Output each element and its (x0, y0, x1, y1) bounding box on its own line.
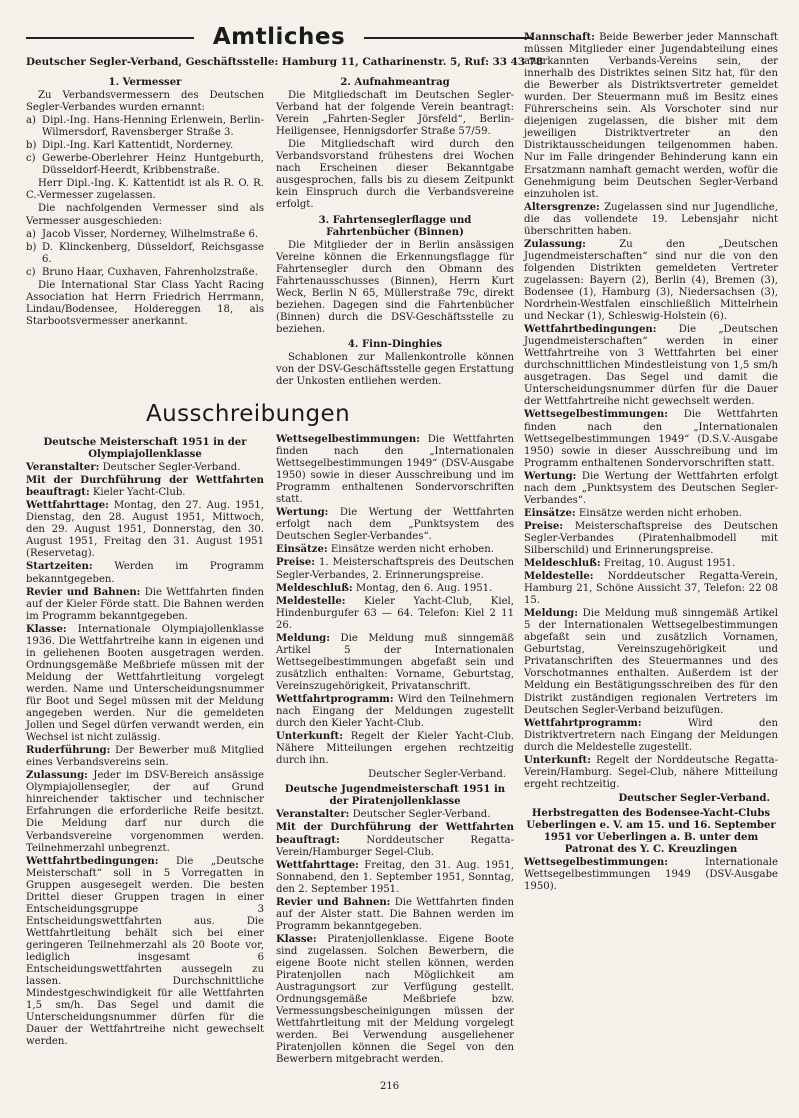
col3-ausschreibungen (524, 32, 778, 894)
entry: Klasse: Internationale Olympiajollenklasse 1936. Die Wettfahrtreihe kann in eigenen und in geliehenen Booten ausgetragen werden. Ordnungsgemäße Meßbriefe müssen mit der Meldung der Wettfahrtleitung vorgelegt werden. Name und Unterscheidungsnummer für Boot und Segel müssen mit der Meldung angegeben werden. Nur die gemeldeten Jollen und Segel dürfen verwandt werden, ein Wechsel ist nicht zulässig. (26, 623, 264, 744)
entry: Wettfahrttage: Montag, den 27. Aug. 1951, Dienstag, den 28. August 1951, Mittwoch, den 29. August 1951, Donnerstag, den 30. August 1951, Freitag den 31. August 1951 (Reservetag). (26, 500, 264, 560)
appointed-list (26, 115, 264, 177)
entry: Klasse: Piratenjollenklasse. Eigene Boote sind zugelassen. Solchen Bewerbern, die eigene Boote nicht stellen können, werden Piratenjollen nach Möglichkeit am Austragungsort zur Verfügung gestellt. Ordnungsgemäße Meßbriefe bzw. Vermessungsbescheinigungen müssen der Wettfahrtleitung mit der Meldung vorgelegt werden. Bei Verwendung ausgeliehener Piratenjollen können die Segel von den Bewerbern mitgebracht werden. (276, 933, 514, 1066)
entry: Zulassung: Zu den „Deutschen Jugendmeisterschaften“ sind nur die von den folgenden Distrikten gemeldeten Vertreter zugelassen: Bayern (2), Berlin (4), Bremen (3), Bodensee (1), Hamburg (3), Niedersachsen (3), Nordrhein-Westfalen einschließlich Mittelrhein und Neckar (1), Schleswig-Holstein (6). (524, 238, 778, 323)
signature-dm: Deutscher Segler-Verband. (368, 769, 506, 781)
list-item: b) Dipl.-Ing. Karl Kattentidt, Norderney. (26, 140, 234, 152)
entry: Veranstalter: Deutscher Segler-Verband. (26, 462, 241, 474)
section-title-amtliches: Amtliches (212, 24, 346, 50)
star-class-note: Die International Star Class Yacht Racing Association hat Herrn Friedrich Herrmann, Lindau/Bodensee, Holdereggen 18, als Starbootsvermesser anerkannt. (26, 279, 264, 327)
col2-amtliches (276, 74, 514, 389)
heading-aufnahme: 2. Aufnahmeantrag (340, 77, 450, 88)
entry: Wettfahrtprogramm: Wird den Teilnehmern nach Eingang der Meldungen zugestellt durch den Kieler Yacht-Club. (276, 693, 514, 730)
entry: Meldung: Die Meldung muß sinngemäß Artikel 5 der Internationalen Wettsegelbestimmungen abgefaßt sein und zusätzlich enthalten: Vorname, Geburtstag, Vereinszugehörigkeit, Privatanschrift. (276, 632, 514, 692)
entry: Mit der Durchführung der Wettfahrten beauftragt: Kieler Yacht-Club. (26, 475, 264, 499)
entry: Meldestelle: Norddeutscher Regatta-Verein, Hamburg 21, Schöne Aussicht 37, Telefon: 22 08 15. (524, 571, 778, 607)
retired-intro: Die nachfolgenden Vermesser sind als Vermesser ausgeschieden: (26, 203, 264, 227)
list-item: c) Bruno Haar, Cuxhaven, Fahrenholzstraße. (26, 266, 258, 278)
heading-flagge: 3. Fahrtenseglerflagge und Fahrtenbücher (Binnen) (318, 214, 472, 238)
heading-jugend: Deutsche Jugendmeisterschaft 1951 in der Piratenjollenklasse (284, 784, 506, 808)
entry: Preise: Meisterschaftspreise des Deutschen Segler-Verbandes (Piratenhalbmodell mit Silberschild) und Erinnerungspreise. (524, 520, 778, 556)
entry: Ruderführung: Der Bewerber muß Mitglied eines Verbandsvereins sein. (26, 745, 264, 769)
page-number: 216 (380, 1081, 400, 1092)
list-item: b) D. Klinckenberg, Düsseldorf, Reichsgasse 6. (26, 241, 264, 265)
col1-dm-olympia (26, 434, 264, 1049)
vermesser-intro: Zu Verbandsvermessern des Deutschen Segler-Verbandes wurden ernannt: (26, 90, 264, 114)
section-title-ausschreibungen: Ausschreibungen (146, 401, 351, 427)
entry: Meldeschluß: Freitag, 10. August 1951. (524, 558, 736, 570)
entry: Mit der Durchführung der Wettfahrten beauftragt: Norddeutscher Regatta-Verein/Hamburger Segel-Club. (276, 822, 514, 858)
entry: Wettsegelbestimmungen: Internationale Wettsegelbestimmungen 1949 (DSV-Ausgabe 1950). (524, 857, 778, 893)
entry: Revier und Bahnen: Die Wettfahrten finden auf der Kieler Förde statt. Die Bahnen werden im Programm bekanntgegeben. (26, 586, 264, 622)
heading-dm-olympia: Deutsche Meisterschaft 1951 in der Olympiajollenklasse (43, 437, 247, 461)
retired-list (26, 229, 264, 279)
entry: Wertung: Die Wertung der Wettfahrten erfolgt nach dem „Punktsystem des Deutschen Segler-Verbandes“. (276, 507, 514, 543)
entry: Meldestelle: Kieler Yacht-Club, Kiel, Hindenburgufer 63 — 64. Telefon: Kiel 2 11 26. (276, 595, 514, 631)
aufnahme-text2: Die Mitgliedschaft wird durch den Verbandsvorstand frühestens drei Wochen nach Erscheinen dieser Bekanntgabe ausgesprochen, falls bis zu diesem Zeitpunkt kein Einspruch durch die Verbandsvereine erfolgt. (276, 139, 514, 211)
list-item: a) Dipl.-Ing. Hans-Henning Erlenwein, Berlin-Wilmersdorf, Ravensberger Straße 3. (26, 115, 264, 139)
heading-bodensee: Herbstregatten des Bodensee-Yacht-Clubs Ueberlingen e. V. am 15. und 16. September 1951 vor Ueberlingen a. B. unter dem Patronat des Y. C. Kreuzlingen (526, 807, 776, 856)
org-line: Deutscher Segler-Verband, Geschäftsstelle: Hamburg 11, Catharinenstr. 5, Ruf: 33 43 78 (26, 56, 544, 68)
entry: Unterkunft: Regelt der Kieler Yacht-Club. Nähere Mitteilungen ergehen rechtzeitig durch ihn. (276, 731, 514, 767)
entry: Wertung: Die Wertung der Wettfahrten erfolgt nach dem „Punktsystem des Deutschen Segler-Verbandes“. (524, 470, 778, 506)
entry: Zulassung: Jeder im DSV-Bereich ansässige Olympiajollensegler, der auf Grund hinreichender taktischer und technischer Erfahrungen die erforderliche Reife besitzt. Die Meldung darf nur durch die Verbandsvereine vorgenommen werden. Teilnehmerzahl unbegrenzt. (26, 770, 264, 854)
entry: Einsätze: Einsätze werden nicht erhoben. (524, 507, 742, 519)
aufnahme-text1: Die Mitgliedschaft im Deutschen Segler-Verband hat der folgende Verein beantragt: Verein „Fahrten-Segler Jörsfeld“, Berlin-Heiligensee, Hennigsdorfer Straße 57/59. (276, 90, 514, 138)
entry: Einsätze: Einsätze werden nicht erhoben. (276, 544, 494, 556)
col1-amtliches (26, 74, 264, 329)
entry: Wettfahrtbedingungen: Die „Deutsche Meisterschaft“ soll in 5 Vorregatten in Gruppen ausgesegelt werden. Die besten Drittel dieser Gruppen tragen in einer Entscheidungsgruppe 3 Entscheidungswettfahrten aus. Die Wettfahrtleitung behält sich bei einer geringeren Teilnehmerzahl als 20 Boote vor, lediglich insgesamt 6 Entscheidungswettfahrten aussegeln zu lassen. Durchschnittliche Mindestgeschwindigkeit für alle Wettfahrten 1,5 sm/h. Das Segel und damit die Unterscheidungsnummer dürfen für die Dauer der Wettfahrtreihe nicht gewechselt werden. (26, 855, 264, 1048)
entry: Mannschaft: Beide Bewerber jeder Mannschaft müssen Mitglieder einer Jugendabteilung eines anerkannten Verbands-Vereins sein, der innerhalb des Distriktes seinen Sitz hat, für den die Bewerber als Distriktsvertreter gemeldet wurden. Der Steuermann muß im Besitz eines Führerscheins sein. Als Vorschoter sind nur diejenigen zugelassen, die bisher mit dem jeweiligen Distriktvertreter an den Distriktausscheidungen teilgenommen haben. Nur im Falle dringender Behinderung kann ein Ersatzmann namhaft gemacht werden, wofür die Genehmigung beim Deutschen Segler-Verband einzuholen ist. (524, 32, 778, 200)
entry: Revier und Bahnen: Die Wettfahrten finden auf der Alster statt. Die Bahnen werden im Programm bekanntgegeben. (276, 896, 514, 932)
signature-jugend: Deutscher Segler-Verband. (618, 792, 770, 804)
entry: Meldung: Die Meldung muß sinngemäß Artikel 5 der Internationalen Wettsegelbestimmungen abgefaßt sein und zusätzlich Vornamen, Geburtstag, Vereinszugehörigkeit und Privatanschriften des Steuermannes und des Vorschotmannes enthalten. Außerdem ist der Meldung ein Bestätigungsschreiben des für den Distrikt zuständigen regionalen Vertreters im Deutschen Segler-Verband beizufügen. (524, 608, 778, 716)
list-item: c) Gewerbe-Oberlehrer Heinz Huntgeburth, Düsseldorf-Heerdt, Kribbenstraße. (26, 153, 264, 177)
heading-vermesser: 1. Vermesser (108, 77, 182, 88)
entry: Veranstalter: Deutscher Segler-Verband. (276, 809, 491, 821)
list-item: a) Jacob Visser, Norderney, Wilhelmstraße 6. (26, 228, 259, 240)
entry: Wettsegelbestimmungen: Die Wettfahrten finden nach den „Internationalen Wettsegelbestimmungen 1949“ (DSV-Ausgabe 1950) sowie in dieser Ausschreibung und im Programm enthaltenen Sondervorschriften statt. (276, 434, 514, 506)
entry: Wettfahrtbedingungen: Die „Deutschen Jugendmeisterschaften“ werden in einer Wettfahrtreihe von 3 Wettfahrten bei einer durchschnittlichen Mindestleistung von 1,5 sm/h ausgetragen. Das Segel und damit die Unterscheidungsnummer dürfen für die Dauer der Wettfahrtreihe nicht gewechselt werden. (524, 324, 778, 408)
entry: Wettfahrtprogramm: Wird den Distriktvertretern nach Eingang der Meldungen durch die Meldestelle zugestellt. (524, 717, 778, 753)
entry: Preise: 1. Meisterschaftspreis des Deutschen Segler-Verbandes, 2. Erinnerungspreise. (276, 557, 514, 581)
entry: Altersgrenze: Zugelassen sind nur Jugendliche, die das vollendete 19. Lebensjahr nicht überschritten haben. (524, 201, 778, 237)
heading-finn: 4. Finn-Dinghies (347, 338, 443, 350)
flagge-text: Die Mitglieder der in Berlin ansässigen Vereine können die Erkennungsflagge für Fahrtensegler durch den Obmann des Fahrtenausschusses (Binnen), Herrn Kurt Weck, Berlin N 65, Müllerstraße 79c, direkt beziehen. Dagegen sind die Fahrtenbücher (Binnen) durch die DSV-Geschäftsstelle zu beziehen. (276, 239, 514, 335)
finn-text: Schablonen zur Mallenkontrolle können von der DSV-Geschäftsstelle gegen Erstattung der Unkosten entliehen werden. (276, 352, 514, 388)
rorc-note: Herr Dipl.-Ing. K. Kattentidt ist als R. O. R. C.-Vermesser zugelassen. (26, 178, 264, 202)
masthead (26, 24, 532, 52)
entry: Startzeiten: Werden im Programm bekanntgegeben. (26, 561, 264, 585)
entry: Unterkunft: Regelt der Norddeutsche Regatta-Verein/Hamburg. Segel-Club, nähere Mitteilung ergeht rechtzeitig. (524, 754, 778, 790)
entry: Wettfahrttage: Freitag, den 31. Aug. 1951, Sonnabend, den 1. September 1951, Sonntag, den 2. September 1951. (276, 859, 514, 895)
col2-ausschreibungen (276, 434, 514, 1067)
entry: Wettsegelbestimmungen: Die Wettfahrten finden nach den „Internationalen Wettsegelbestimmungen 1949“ (D.S.V.-Ausgabe 1950) sowie in dieser Ausschreibung und im Programm enthaltenen Sondervorschriften statt. (524, 409, 778, 469)
entry: Meldeschluß: Montag, den 6. Aug. 1951. (276, 582, 493, 594)
